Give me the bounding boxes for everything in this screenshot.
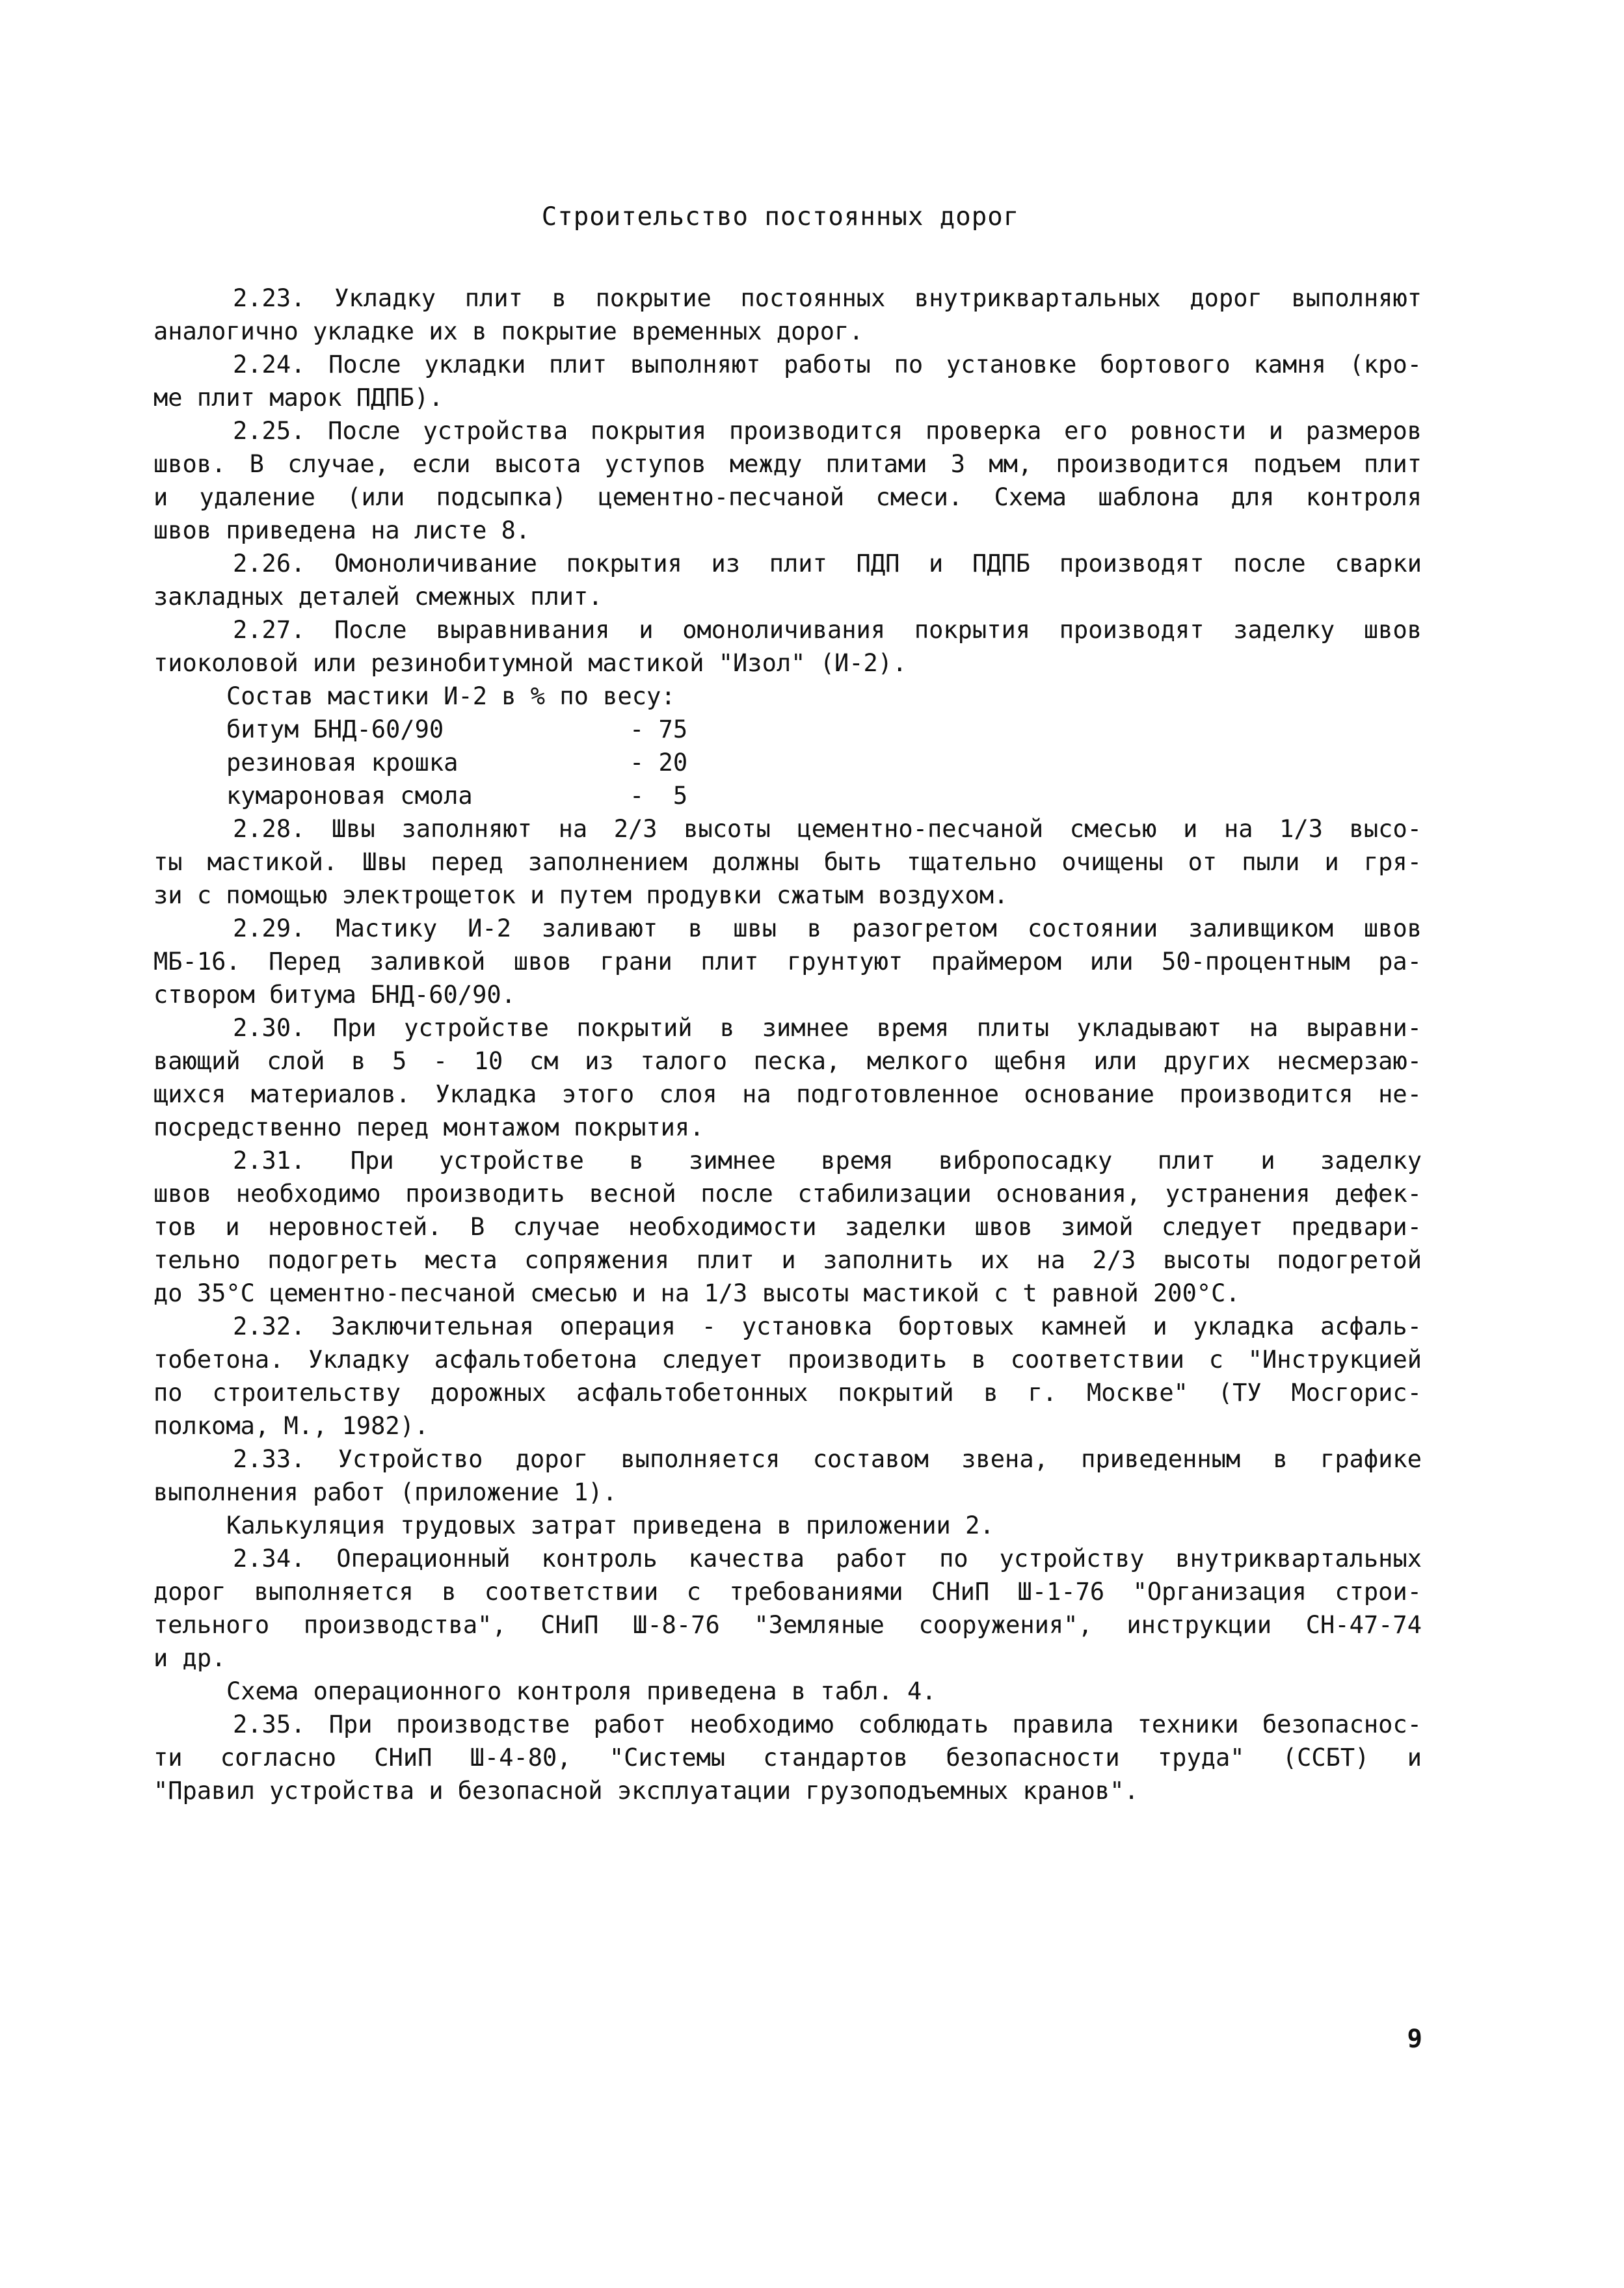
paragraph-line: 2.24. После укладки плит выполняют работы по установке бортового камня (кро-	[233, 351, 1422, 379]
paragraph-line: "Правил устройства и безопасной эксплуатации грузоподъемных кранов".	[153, 1777, 1139, 1805]
paragraph-line: 2.35. При производстве работ необходимо соблюдать правила техники безопаснос-	[233, 1710, 1422, 1738]
paragraph-line: 2.32. Заключительная операция - установка бортовых камней и укладка асфаль-	[233, 1312, 1422, 1340]
paragraph-line: выполнения работ (приложение 1).	[153, 1478, 617, 1506]
mastic-item	[226, 779, 1422, 812]
section-paragraphs-3	[153, 1542, 1422, 1675]
mastic-item	[226, 713, 1422, 746]
paragraph-line: тобетона. Укладку асфальтобетона следует производить в соответствии с "Инструкцией	[153, 1346, 1422, 1374]
paragraph	[153, 1310, 1422, 1443]
paragraph	[153, 812, 1422, 912]
paragraph-line: швов. В случае, если высота уступов между плитами 3 мм, производится подъем плит	[153, 450, 1422, 478]
document-body	[153, 282, 1422, 1807]
mastic-item-name: кумароновая смола	[226, 782, 473, 810]
paragraph-line: тиоколовой или резинобитумной мастикой "Изол" (И-2).	[153, 649, 907, 677]
paragraph-line: посредственно перед монтажом покрытия.	[153, 1113, 704, 1141]
section-paragraphs-1	[153, 282, 1422, 680]
control-scheme-note: Схема операционного контроля приведена в табл. 4.	[226, 1677, 937, 1705]
paragraph-line: закладных деталей смежных плит.	[153, 583, 603, 611]
page-header: Строительство постоянных дорог	[541, 202, 1020, 232]
paragraph-line: ты мастикой. Швы перед заполнением должны быть тщательно очищены от пыли и гря-	[153, 848, 1422, 876]
paragraph-line: МБ-16. Перед заливкой швов грани плит грунтуют праймером или 50-процентным ра-	[153, 948, 1422, 976]
paragraph	[153, 547, 1422, 613]
paragraph-line: вающий слой в 5 - 10 см из талого песка, мелкого щебня или других несмерзаю-	[153, 1047, 1422, 1075]
section-paragraphs-2	[153, 812, 1422, 1509]
mastic-item-value: - 20	[630, 749, 688, 777]
mastic-composition-title: Состав мастики И-2 в % по весу:	[226, 682, 676, 710]
paragraph-line: зи с помощью электрощеток и путем продувки сжатым воздухом.	[153, 881, 1009, 909]
paragraph-line: полкома, М., 1982).	[153, 1412, 429, 1440]
paragraph	[153, 1011, 1422, 1144]
paragraph-line: аналогично укладке их в покрытие временных дорог.	[153, 317, 864, 345]
paragraph-line: 2.23. Укладку плит в покрытие постоянных внутриквартальных дорог выполняют	[233, 284, 1422, 312]
paragraph-line: дорог выполняется в соответствии с требованиями СНиП Ш-1-76 "Организация строи-	[153, 1578, 1422, 1606]
paragraph	[153, 414, 1422, 547]
mastic-composition	[226, 680, 1422, 812]
paragraph	[153, 348, 1422, 414]
paragraph	[153, 912, 1422, 1011]
paragraph-line: 2.33. Устройство дорог выполняется составом звена, приведенным в графике	[233, 1445, 1422, 1473]
paragraph-line: ти согласно СНиП Ш-4-80, "Системы стандартов безопасности труда" (ССБТ) и	[153, 1744, 1422, 1772]
paragraph-line: швов необходимо производить весной после стабилизации основания, устранения дефек-	[153, 1180, 1422, 1208]
paragraph-line: щихся материалов. Укладка этого слоя на подготовленное основание производится не-	[153, 1080, 1422, 1108]
paragraph-line: 2.29. Мастику И-2 заливают в швы в разогретом состоянии заливщиком швов	[233, 914, 1422, 942]
mastic-item-value: - 5	[630, 782, 688, 810]
mastic-item-value: - 75	[630, 715, 688, 743]
paragraph	[153, 282, 1422, 348]
paragraph-line: швов приведена на листе 8.	[153, 516, 531, 544]
paragraph	[153, 1708, 1422, 1807]
paragraph-line: и др.	[153, 1644, 226, 1672]
paragraph	[153, 613, 1422, 680]
paragraph-line: и удаление (или подсыпка) цементно-песчаной смеси. Схема шаблона для контроля	[153, 483, 1422, 511]
paragraph-line: 2.26. Омоноличивание покрытия из плит ПДП и ПДПБ производят после сварки	[233, 550, 1422, 578]
calculation-note: Калькуляция трудовых затрат приведена в приложении 2.	[226, 1511, 994, 1539]
paragraph	[153, 1144, 1422, 1310]
page-number: 9	[1407, 2025, 1422, 2054]
mastic-item-name: битум БНД-60/90	[226, 715, 444, 743]
paragraph-line: ме плит марок ПДПБ).	[153, 384, 444, 412]
mastic-item	[226, 746, 1422, 779]
paragraph-line: тов и неровностей. В случае необходимости заделки швов зимой следует предвари-	[153, 1213, 1422, 1241]
section-paragraphs-4	[153, 1708, 1422, 1807]
paragraph	[153, 1542, 1422, 1675]
paragraph-line: 2.34. Операционный контроль качества работ по устройству внутриквартальных	[233, 1545, 1422, 1573]
paragraph-line: 2.31. При устройстве в зимнее время вибропосадку плит и заделку	[233, 1147, 1422, 1175]
mastic-item-name: резиновая крошка	[226, 749, 459, 777]
paragraph-line: до 35°С цементно-песчаной смесью и на 1/3 высоты мастикой с t равной 200°С.	[153, 1279, 1240, 1307]
paragraph-line: 2.28. Швы заполняют на 2/3 высоты цементно-песчаной смесью и на 1/3 высо-	[233, 815, 1422, 843]
paragraph-line: створом битума БНД-60/90.	[153, 981, 516, 1009]
paragraph-line: по строительству дорожных асфальтобетонных покрытий в г. Москве" (ТУ Мосгорис-	[153, 1379, 1422, 1407]
paragraph-line: 2.30. При устройстве покрытий в зимнее время плиты укладывают на выравни-	[233, 1014, 1422, 1042]
paragraph	[153, 1443, 1422, 1509]
paragraph-line: тельного производства", СНиП Ш-8-76 "Земляные сооружения", инструкции СН-47-74	[153, 1611, 1422, 1639]
paragraph-line: 2.27. После выравнивания и омоноличивания покрытия производят заделку швов	[233, 616, 1422, 644]
paragraph-line: тельно подогреть места сопряжения плит и заполнить их на 2/3 высоты подогретой	[153, 1246, 1422, 1274]
paragraph-line: 2.25. После устройства покрытия производится проверка его ровности и размеров	[233, 417, 1422, 445]
